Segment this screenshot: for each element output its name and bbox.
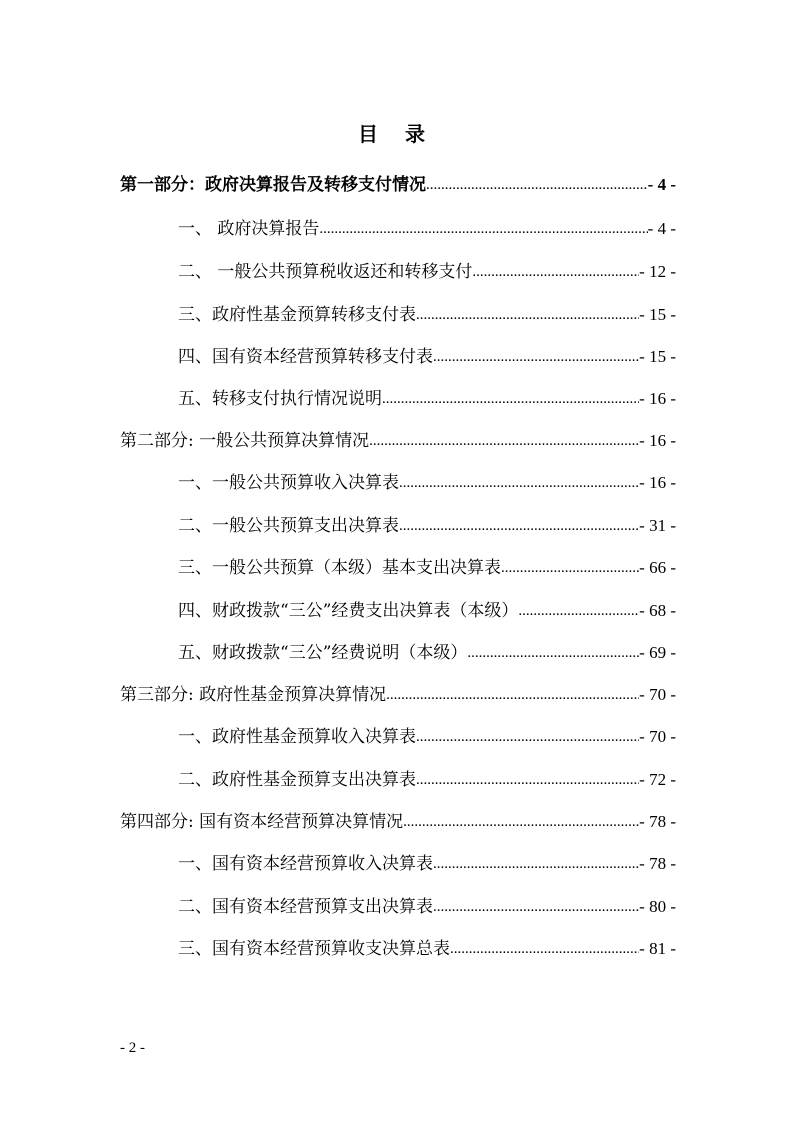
toc-leader-dots: [416, 304, 639, 326]
toc-entry-1-1[interactable]: [178, 210, 676, 240]
toc-entry-1-4[interactable]: [178, 338, 676, 368]
toc-entry-label: 三、国有资本经营预算收支决算总表: [178, 939, 450, 959]
toc-entry-1-3[interactable]: [178, 296, 676, 326]
toc-leader-dots: [433, 853, 639, 875]
toc-entry-label: 二、一般公共预算支出决算表: [178, 516, 399, 536]
toc-entry-4-1[interactable]: [178, 845, 676, 875]
page-number: - 2 -: [120, 1040, 145, 1056]
toc-entry-page: - 16 -: [639, 431, 676, 450]
toc-entry-part1[interactable]: [120, 166, 676, 196]
toc-entry-2-1[interactable]: [178, 464, 676, 494]
toc-entry-page: - 15 -: [639, 305, 676, 324]
toc-entry-1-5[interactable]: [178, 380, 676, 410]
toc-entry-page: - 70 -: [639, 685, 676, 704]
toc-entry-4-2[interactable]: [178, 888, 676, 918]
toc-entry-page: - 4 -: [647, 175, 676, 194]
toc-entry-1-2[interactable]: [178, 253, 676, 283]
toc-leader-dots: [403, 811, 639, 833]
toc-entry-label: 第四部分: 国有资本经营预算决算情况: [120, 812, 404, 832]
toc-entry-2-2[interactable]: [178, 507, 676, 537]
toc-leader-dots: [450, 938, 639, 960]
toc-entry-page: - 15 -: [639, 347, 676, 366]
toc-leader-dots: [433, 346, 639, 368]
toc-entry-4-3[interactable]: [178, 930, 676, 960]
toc-entry-label: 三、一般公共预算（本级）基本支出决算表: [178, 558, 501, 578]
toc-entry-label: 第二部分: 一般公共预算决算情况: [120, 431, 370, 451]
toc-entry-page: - 4 -: [647, 219, 676, 238]
toc-leader-dots: [369, 430, 639, 452]
toc-entry-label: 三、政府性基金预算转移支付表: [178, 305, 416, 325]
toc-leader-dots: [399, 515, 639, 537]
toc-leader-dots: [416, 769, 639, 791]
toc-entry-page: - 16 -: [639, 389, 676, 408]
page-title: 目 录: [358, 122, 435, 146]
toc-leader-dots: [386, 684, 639, 706]
toc-leader-dots: [426, 174, 648, 196]
toc-leader-dots: [416, 726, 639, 748]
toc-entry-page: - 78 -: [639, 812, 676, 831]
toc-entry-label: 五、财政拨款“三公”经费说明（本级）: [178, 643, 468, 663]
toc-entry-2-3[interactable]: [178, 549, 676, 579]
toc-entry-page: - 72 -: [639, 770, 676, 789]
toc-leader-dots: [518, 600, 639, 622]
toc-entry-part4[interactable]: [120, 803, 676, 833]
toc-entry-label: 第一部分：政府决算报告及转移支付情况: [120, 175, 426, 195]
toc-entry-page: - 69 -: [639, 643, 676, 662]
toc-entry-2-5[interactable]: [178, 634, 676, 664]
toc-entry-label: 二、 一般公共预算税收返还和转移支付: [178, 262, 473, 282]
toc-entry-label: 一、 政府决算报告: [178, 219, 320, 239]
toc-leader-dots: [319, 218, 647, 240]
toc-entry-part3[interactable]: [120, 676, 676, 706]
toc-entry-page: - 66 -: [639, 558, 676, 577]
toc-entry-label: 五、转移支付执行情况说明: [178, 389, 382, 409]
toc-entry-label: 一、一般公共预算收入决算表: [178, 473, 399, 493]
toc-entry-label: 第三部分: 政府性基金预算决算情况: [120, 685, 387, 705]
toc-entry-label: 四、财政拨款“三公”经费支出决算表（本级）: [178, 601, 519, 621]
toc-entry-label: 二、政府性基金预算支出决算表: [178, 770, 416, 790]
toc-leader-dots: [399, 472, 639, 494]
toc-entry-label: 二、国有资本经营预算支出决算表: [178, 897, 433, 917]
toc-entry-label: 一、国有资本经营预算收入决算表: [178, 854, 433, 874]
toc-entry-page: - 80 -: [639, 897, 676, 916]
toc-entry-page: - 12 -: [639, 262, 676, 281]
toc-entry-2-4[interactable]: [178, 592, 676, 622]
toc-entry-page: - 78 -: [639, 854, 676, 873]
toc-entry-3-2[interactable]: [178, 761, 676, 791]
toc-leader-dots: [382, 388, 639, 410]
toc-entry-page: - 31 -: [639, 516, 676, 535]
toc-entry-page: - 81 -: [639, 939, 676, 958]
toc-entry-page: - 16 -: [639, 473, 676, 492]
toc-entry-page: - 68 -: [639, 601, 676, 620]
toc-leader-dots: [501, 557, 639, 579]
toc-leader-dots: [433, 896, 639, 918]
toc-entry-label: 四、国有资本经营预算转移支付表: [178, 347, 433, 367]
toc-entry-part2[interactable]: [120, 422, 676, 452]
toc-entry-label: 一、政府性基金预算收入决算表: [178, 727, 416, 747]
toc-leader-dots: [467, 642, 639, 664]
toc-leader-dots: [472, 261, 639, 283]
toc-entry-3-1[interactable]: [178, 718, 676, 748]
toc-entry-page: - 70 -: [639, 727, 676, 746]
